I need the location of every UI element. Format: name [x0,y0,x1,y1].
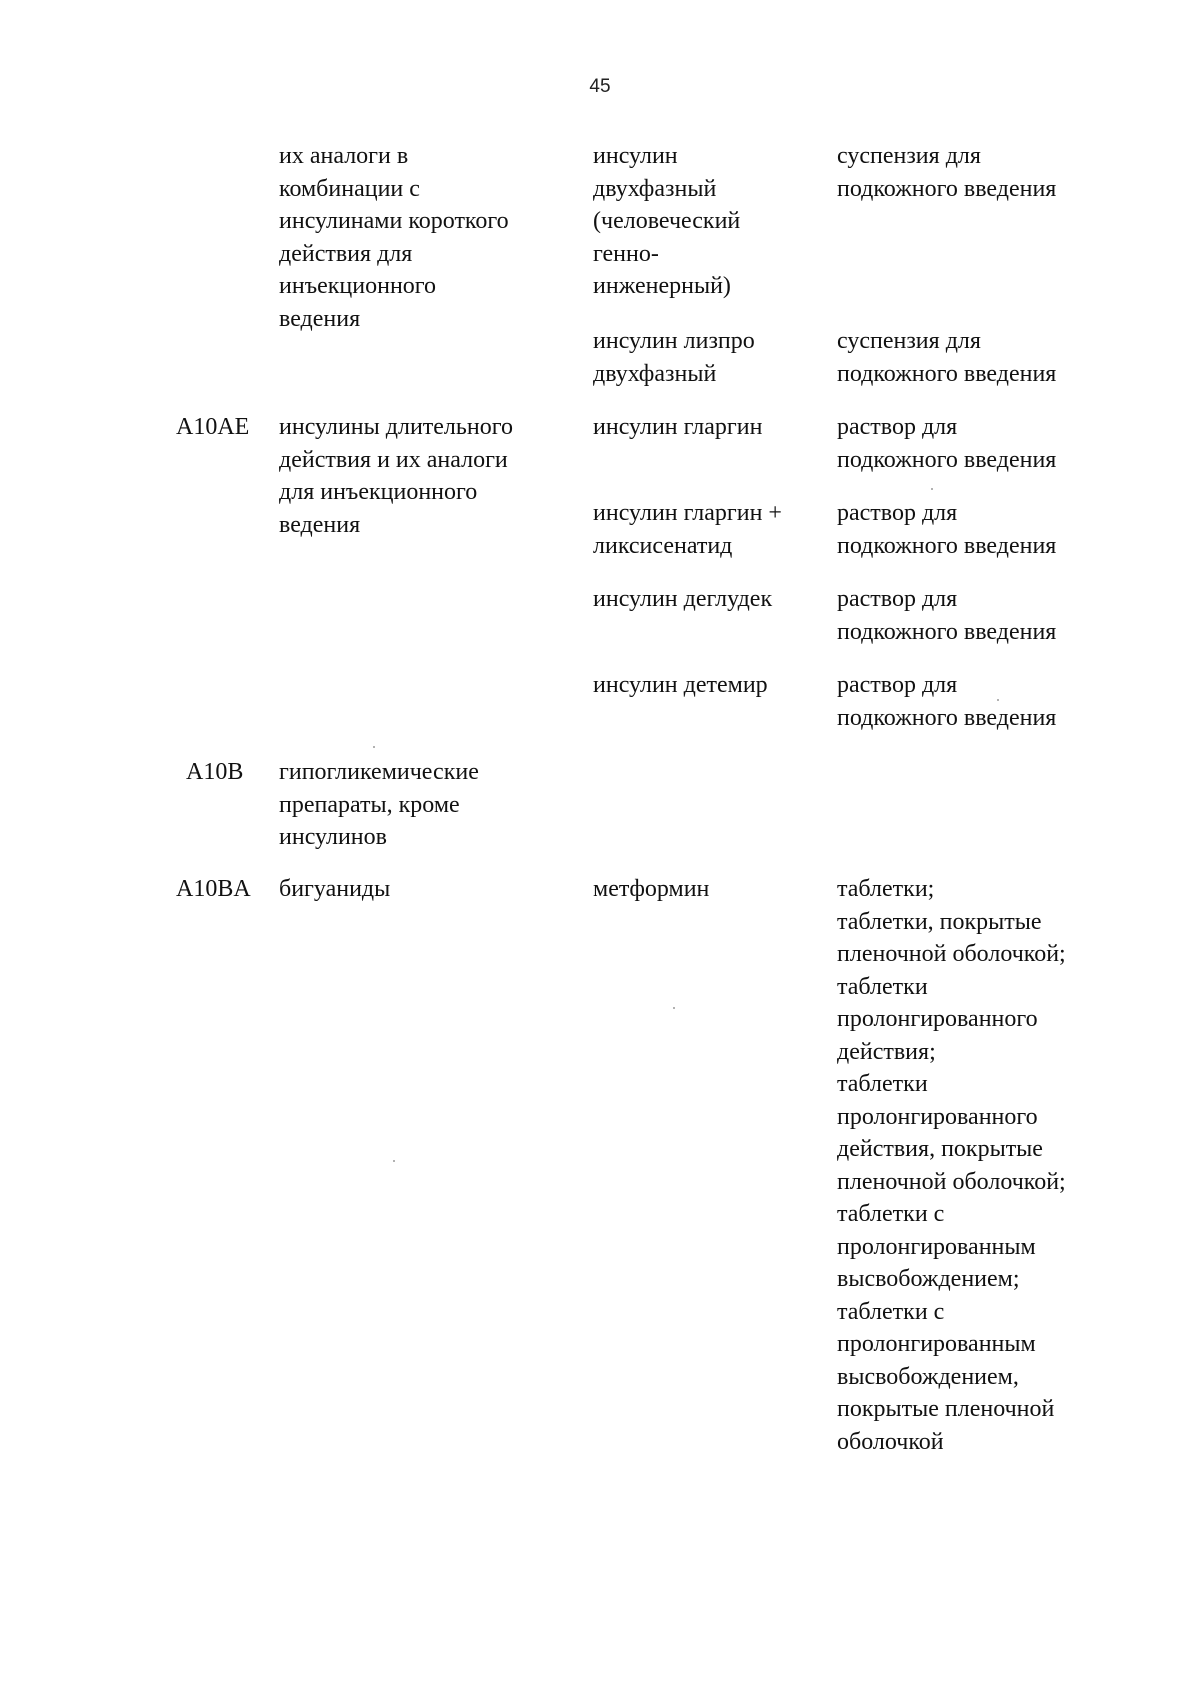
scan-speck [393,1160,395,1162]
atc-code: A10B [186,759,244,785]
drug-name: инсулин детемир [593,672,768,698]
drug-name: метформин [593,876,710,902]
dosage-form: раствор для подкожного введения [837,414,1057,473]
scan-speck [673,1007,675,1009]
dosage-form: суспензия для подкожного введения [837,143,1057,202]
scan-speck [997,699,999,701]
drug-name: инсулин лизпро двухфазный [593,328,755,387]
group-name: гипогликемические препараты, кроме инсулинов [279,759,479,850]
dosage-form: раствор для подкожного введения [837,672,1057,731]
dosage-form: раствор для подкожного введения [837,586,1057,645]
drug-name: инсулин гларгин [593,414,763,440]
drug-name: инсулин деглудек [593,586,773,612]
group-name: бигуаниды [279,876,391,902]
scan-speck [373,746,375,748]
dosage-form: суспензия для подкожного введения [837,328,1057,387]
page-number: 45 [589,76,611,97]
drug-name: инсулин двухфазный (человеческий генно- инженерный) [593,143,741,299]
dosage-form: таблетки; таблетки, покрытые пленочной оболочкой; таблетки пролонгированного действия; таблетки пролонгированного действия, покрытые пленочной оболочкой; таблетки с пролонгированным высвобождением; таблетки с пролонгированным высвобождением, покрытые пленочной оболочкой [837,876,1066,1455]
group-name: их аналоги в комбинации с инсулинами короткого действия для инъекционного ведения [279,143,509,332]
group-name: инсулины длительного действия и их аналоги для инъекционного ведения [279,414,513,538]
dosage-form: раствор для подкожного введения [837,500,1057,559]
drug-name: инсулин гларгин + ликсисенатид [593,500,782,559]
scan-speck [931,488,933,490]
atc-code: A10AE [176,414,250,440]
atc-code: A10BA [176,876,251,902]
